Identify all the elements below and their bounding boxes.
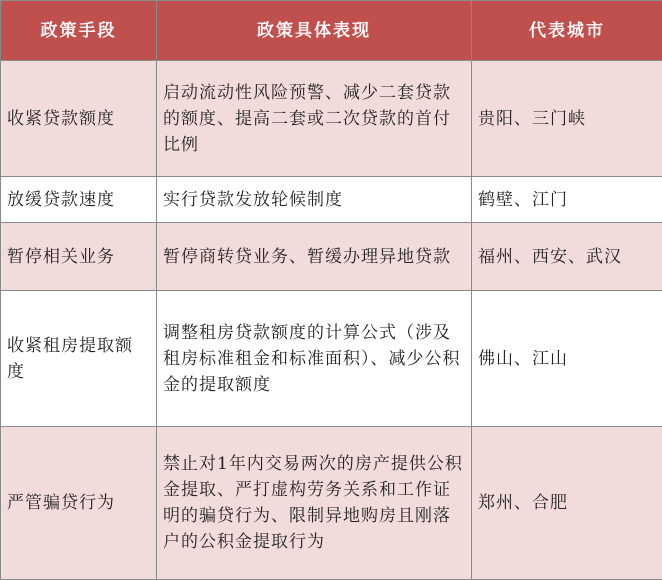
table-header-row — [1, 1, 662, 61]
detail-cell: 禁止对1年内交易两次的房产提供公积金提取、严打虚构劳务关系和工作证明的骗贷行为、限制异地购房且刚落户的公积金提取行为 — [157, 427, 472, 580]
cities-cell: 郑州、合肥 — [472, 427, 662, 580]
table-row — [1, 61, 662, 177]
measure-cell: 收紧贷款额度 — [1, 61, 157, 177]
detail-cell: 实行贷款发放轮候制度 — [157, 177, 472, 223]
detail-cell: 启动流动性风险预警、减少二套贷款的额度、提高二套或二次贷款的首付比例 — [157, 61, 472, 177]
header-measure: 政策手段 — [1, 1, 157, 61]
header-detail: 政策具体表现 — [157, 1, 472, 61]
detail-cell: 调整租房贷款额度的计算公式（涉及租房标准租金和标准面积）、减少公积金的提取额度 — [157, 291, 472, 427]
measure-cell: 严管骗贷行为 — [1, 427, 157, 580]
table-row — [1, 291, 662, 427]
measure-cell: 放缓贷款速度 — [1, 177, 157, 223]
detail-cell: 暂停商转贷业务、暂缓办理异地贷款 — [157, 223, 472, 291]
cities-cell: 佛山、江山 — [472, 291, 662, 427]
header-cities: 代表城市 — [472, 1, 662, 61]
table-row — [1, 427, 662, 580]
measure-cell: 暂停相关业务 — [1, 223, 157, 291]
table-row — [1, 223, 662, 291]
measure-cell: 收紧租房提取额度 — [1, 291, 157, 427]
cities-cell: 福州、西安、武汉 — [472, 223, 662, 291]
cities-cell: 贵阳、三门峡 — [472, 61, 662, 177]
cities-cell: 鹤壁、江门 — [472, 177, 662, 223]
table-row — [1, 177, 662, 223]
